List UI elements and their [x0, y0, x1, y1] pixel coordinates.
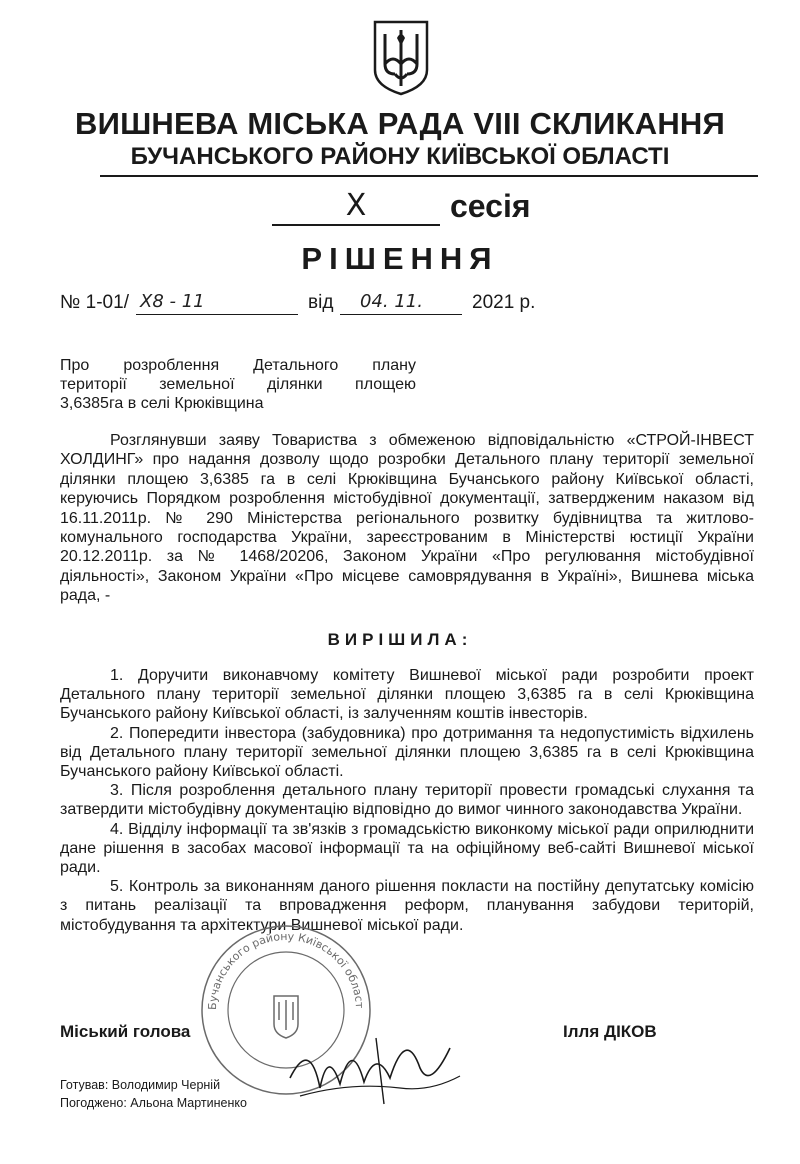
resolution-item: 1. Доручити виконавчому комітету Вишневої міської ради розробити проект Детального плану території земельної ділянки площею 3,6385 га в селі Крюківщина Бучанського району Київської області, із залученням коштів інвесторів. — [60, 667, 754, 723]
council-title: ВИШНЕВА МІСЬКА РАДА VIII СКЛИКАННЯ — [75, 106, 725, 141]
date-field — [340, 292, 462, 315]
year: 2021 р. — [472, 292, 536, 313]
signature-position: Міський голова — [60, 1022, 191, 1041]
document-type-heading: РІШЕННЯ — [301, 241, 499, 276]
resolution-item: 5. Контроль за виконанням даного рішення покласти на постійну депутатську комісію з питань реалізації та впровадження реформ, планування забудови територій, містобудування та архітектури Вишневої міської ради. — [60, 878, 754, 934]
number-date-line — [60, 292, 760, 322]
subject-line: території земельної ділянки площею — [60, 376, 416, 393]
header-divider — [100, 175, 758, 177]
prepared-by: Готував: Володимир Черній — [60, 1078, 221, 1092]
subject-line: 3,6385га в селі Крюківщина — [60, 395, 264, 412]
number-prefix: № 1-01/ — [60, 292, 129, 313]
preamble — [60, 431, 754, 606]
resolution-item: 4. Відділу інформації та зв'язків з громадськістю виконкому міської ради оприлюднити дане рішення в засобах масової інформації та на офіційному веб-сайті Вишневої міської ради. — [60, 820, 754, 877]
session-word: сесія — [450, 188, 531, 224]
stamp-text: Бучанського району Київської област — [205, 929, 367, 1011]
signature-name: Ілля ДІКОВ — [563, 1022, 657, 1041]
agreed-by: Погоджено: Альона Мартиненко — [60, 1096, 247, 1110]
date-label: від — [308, 292, 334, 313]
resolution-items — [60, 666, 754, 935]
date-handwritten: 04. 11. — [360, 291, 423, 312]
resolved-heading: ВИРІШИЛА: — [327, 630, 473, 649]
preamble-text: Розглянувши заяву Товариства з обмеженою відповідальністю «СТРОЙ-ІНВЕСТ ХОЛДИНГ» про надання дозволу щодо розробки Детального плану території земельної ділянки площею 3,6385 га в селі Крюківщина Бучанського району Київської області, керуючись Порядком розроблення містобудівної документації, затвердженим наказом від 16.11.2011р. № 290 Міністерства регіонального розвитку будівництва та житлово-комунального господарства України, зареєстрованим в Міністерстві юстиції України 20.12.2011р. за № 1468/20206, Законом України «Про регулювання містобудівної діяльності», Законом України «Про місцеве самоврядування в Україні», Вишнева міська рада, - — [60, 432, 754, 605]
prepared-by-block — [60, 1076, 247, 1112]
session-line — [272, 188, 552, 232]
resolution-item: 3. Після розроблення детального плану території провести громадські слухання та затвердити містобудівну документацію відповідно до вимог чинного законодавства України. — [60, 782, 754, 819]
coat-of-arms-emblem — [373, 20, 429, 96]
session-number: X — [272, 188, 440, 226]
decision-subject — [60, 356, 416, 413]
subject-line: Про розроблення Детального плану — [60, 357, 416, 374]
number-handwritten: X8 - 11 — [140, 291, 205, 312]
district-title: БУЧАНСЬКОГО РАЙОНУ КИЇВСЬКОЇ ОБЛАСТІ — [130, 143, 670, 170]
resolution-item: 2. Попередити інвестора (забудовника) про дотримання та недопустимість відхилень від Детального плану території земельної ділянки площею 3,6385 га в селі Крюківщина Бучанського району Київської області. — [60, 724, 754, 781]
number-field — [136, 292, 298, 315]
handwritten-signature — [280, 1018, 470, 1108]
